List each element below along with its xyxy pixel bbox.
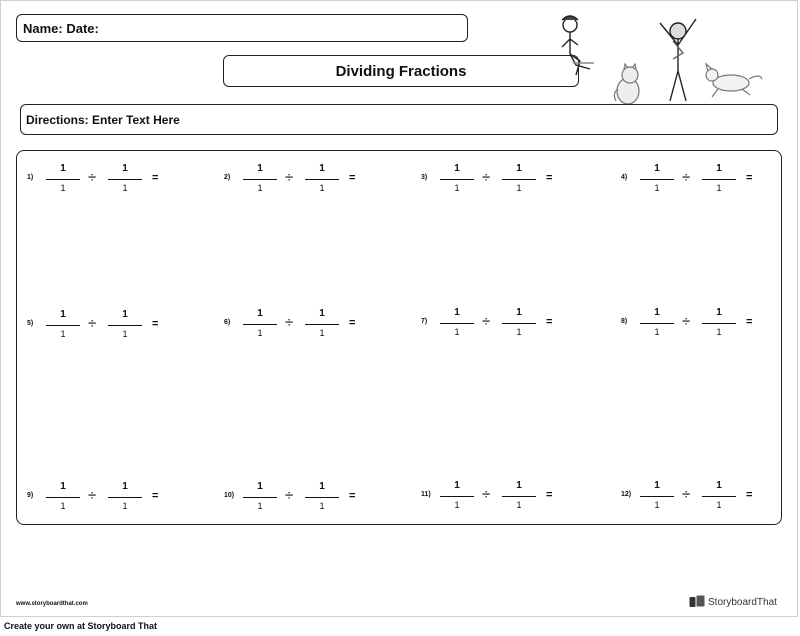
numerator[interactable]: 1 <box>516 480 522 491</box>
divisor-fraction <box>305 308 339 338</box>
cat-figure <box>614 64 639 104</box>
denominator[interactable]: 1 <box>516 500 522 510</box>
problem-6 <box>214 302 394 342</box>
problem-number: 7) <box>421 318 428 325</box>
dividend-fraction <box>640 480 674 510</box>
denominator[interactable]: 1 <box>319 183 325 193</box>
brand-name: StoryboardThat <box>708 596 777 608</box>
equals-sign: = <box>349 172 356 184</box>
problem-number: 4) <box>621 174 628 181</box>
problem-12 <box>611 474 791 514</box>
divide-sign: ÷ <box>482 169 491 186</box>
divisor-fraction <box>305 481 339 511</box>
numerator[interactable]: 1 <box>716 307 722 318</box>
denominator[interactable]: 1 <box>122 183 128 193</box>
numerator[interactable]: 1 <box>319 308 325 319</box>
numerator[interactable]: 1 <box>716 163 722 174</box>
problem-number: 3) <box>421 174 428 181</box>
problem-7 <box>411 301 591 341</box>
divisor-fraction <box>702 307 736 337</box>
numerator[interactable]: 1 <box>454 307 460 318</box>
problem-5 <box>17 303 197 343</box>
denominator[interactable]: 1 <box>716 327 722 337</box>
denominator[interactable]: 1 <box>654 327 660 337</box>
divide-sign: ÷ <box>285 487 294 504</box>
problem-number: 5) <box>27 320 34 327</box>
denominator[interactable]: 1 <box>654 500 660 510</box>
storyboardthat-logo[interactable] <box>689 593 777 611</box>
dividend-fraction <box>46 481 80 511</box>
numerator[interactable]: 1 <box>654 480 660 491</box>
problem-11 <box>411 474 591 514</box>
denominator[interactable]: 1 <box>654 183 660 193</box>
equals-sign: = <box>152 490 159 502</box>
divisor-fraction <box>502 307 536 337</box>
directions-text: Directions: Enter Text Here <box>26 113 180 127</box>
denominator[interactable]: 1 <box>716 183 722 193</box>
denominator[interactable]: 1 <box>454 183 460 193</box>
denominator[interactable]: 1 <box>319 501 325 511</box>
problem-number: 8) <box>621 318 628 325</box>
problems-area <box>16 150 782 525</box>
numerator[interactable]: 1 <box>516 163 522 174</box>
problem-2 <box>214 157 394 197</box>
problem-9 <box>17 475 197 515</box>
numerator[interactable]: 1 <box>654 163 660 174</box>
equals-sign: = <box>746 172 753 184</box>
equals-sign: = <box>349 317 356 329</box>
divide-sign: ÷ <box>88 169 97 186</box>
numerator[interactable]: 1 <box>60 163 66 174</box>
sitting-child-figure <box>562 16 594 75</box>
divide-sign: ÷ <box>482 313 491 330</box>
characters-illustration <box>546 9 766 109</box>
divisor-fraction <box>502 480 536 510</box>
denominator[interactable]: 1 <box>716 500 722 510</box>
dividend-fraction <box>243 481 277 511</box>
equals-sign: = <box>152 318 159 330</box>
numerator[interactable]: 1 <box>454 480 460 491</box>
dog-figure <box>706 64 762 97</box>
problem-3 <box>411 157 591 197</box>
divide-sign: ÷ <box>682 313 691 330</box>
problem-number: 2) <box>224 174 231 181</box>
divisor-fraction <box>305 163 339 193</box>
dividend-fraction <box>46 163 80 193</box>
equals-sign: = <box>746 316 753 328</box>
footer-url[interactable]: www.storyboardthat.com <box>16 601 88 607</box>
equals-sign: = <box>546 489 553 501</box>
divide-sign: ÷ <box>285 314 294 331</box>
numerator[interactable]: 1 <box>257 163 263 174</box>
denominator[interactable]: 1 <box>319 328 325 338</box>
dividend-fraction <box>640 163 674 193</box>
numerator[interactable]: 1 <box>454 163 460 174</box>
name-date-field[interactable] <box>16 14 468 42</box>
numerator[interactable]: 1 <box>257 308 263 319</box>
numerator[interactable]: 1 <box>716 480 722 491</box>
equals-sign: = <box>152 172 159 184</box>
dividend-fraction <box>243 308 277 338</box>
problem-number: 10) <box>224 492 235 499</box>
numerator[interactable]: 1 <box>60 481 66 492</box>
divide-sign: ÷ <box>285 169 294 186</box>
dividend-fraction <box>640 307 674 337</box>
divisor-fraction <box>108 481 142 511</box>
dividend-fraction <box>243 163 277 193</box>
page-title: Dividing Fractions <box>335 63 467 80</box>
problem-1 <box>17 157 197 197</box>
problem-number: 9) <box>27 492 34 499</box>
dividend-fraction <box>440 480 474 510</box>
denominator[interactable]: 1 <box>122 501 128 511</box>
equals-sign: = <box>746 489 753 501</box>
numerator[interactable]: 1 <box>654 307 660 318</box>
denominator[interactable]: 1 <box>257 501 263 511</box>
equals-sign: = <box>546 316 553 328</box>
denominator[interactable]: 1 <box>257 183 263 193</box>
divisor-fraction <box>108 309 142 339</box>
numerator[interactable]: 1 <box>122 163 128 174</box>
name-date-label: Name: Date: <box>23 21 99 36</box>
numerator[interactable]: 1 <box>60 309 66 320</box>
denominator[interactable]: 1 <box>60 183 66 193</box>
divisor-fraction <box>108 163 142 193</box>
numerator[interactable]: 1 <box>319 163 325 174</box>
dividend-fraction <box>46 309 80 339</box>
equals-sign: = <box>546 172 553 184</box>
denominator[interactable]: 1 <box>516 327 522 337</box>
problem-4 <box>611 157 791 197</box>
denominator[interactable]: 1 <box>257 328 263 338</box>
denominator[interactable]: 1 <box>454 327 460 337</box>
denominator[interactable]: 1 <box>454 500 460 510</box>
divisor-fraction <box>702 480 736 510</box>
denominator[interactable]: 1 <box>60 329 66 339</box>
directions-box[interactable] <box>20 104 778 135</box>
divide-sign: ÷ <box>682 169 691 186</box>
numerator[interactable]: 1 <box>122 481 128 492</box>
equals-sign: = <box>349 490 356 502</box>
problem-number: 12) <box>621 491 632 498</box>
divide-sign: ÷ <box>482 486 491 503</box>
problem-number: 6) <box>224 319 231 326</box>
divisor-fraction <box>702 163 736 193</box>
problem-number: 11) <box>421 491 431 498</box>
title-box <box>223 55 579 87</box>
divide-sign: ÷ <box>88 487 97 504</box>
denominator[interactable]: 1 <box>60 501 66 511</box>
divide-sign: ÷ <box>88 315 97 332</box>
dividend-fraction <box>440 307 474 337</box>
divide-sign: ÷ <box>682 486 691 503</box>
divisor-fraction <box>502 163 536 193</box>
dividend-fraction <box>440 163 474 193</box>
problem-10 <box>214 475 394 515</box>
numerator[interactable]: 1 <box>319 481 325 492</box>
cheering-person-figure <box>660 19 696 101</box>
problem-8 <box>611 301 791 341</box>
denominator[interactable]: 1 <box>122 329 128 339</box>
numerator[interactable]: 1 <box>122 309 128 320</box>
create-your-own-link[interactable]: Create your own at Storyboard That <box>4 621 158 631</box>
problem-number: 1) <box>27 174 34 181</box>
numerator[interactable]: 1 <box>257 481 263 492</box>
storyboard-logo-icon <box>689 595 705 609</box>
numerator[interactable]: 1 <box>516 307 522 318</box>
denominator[interactable]: 1 <box>516 183 522 193</box>
